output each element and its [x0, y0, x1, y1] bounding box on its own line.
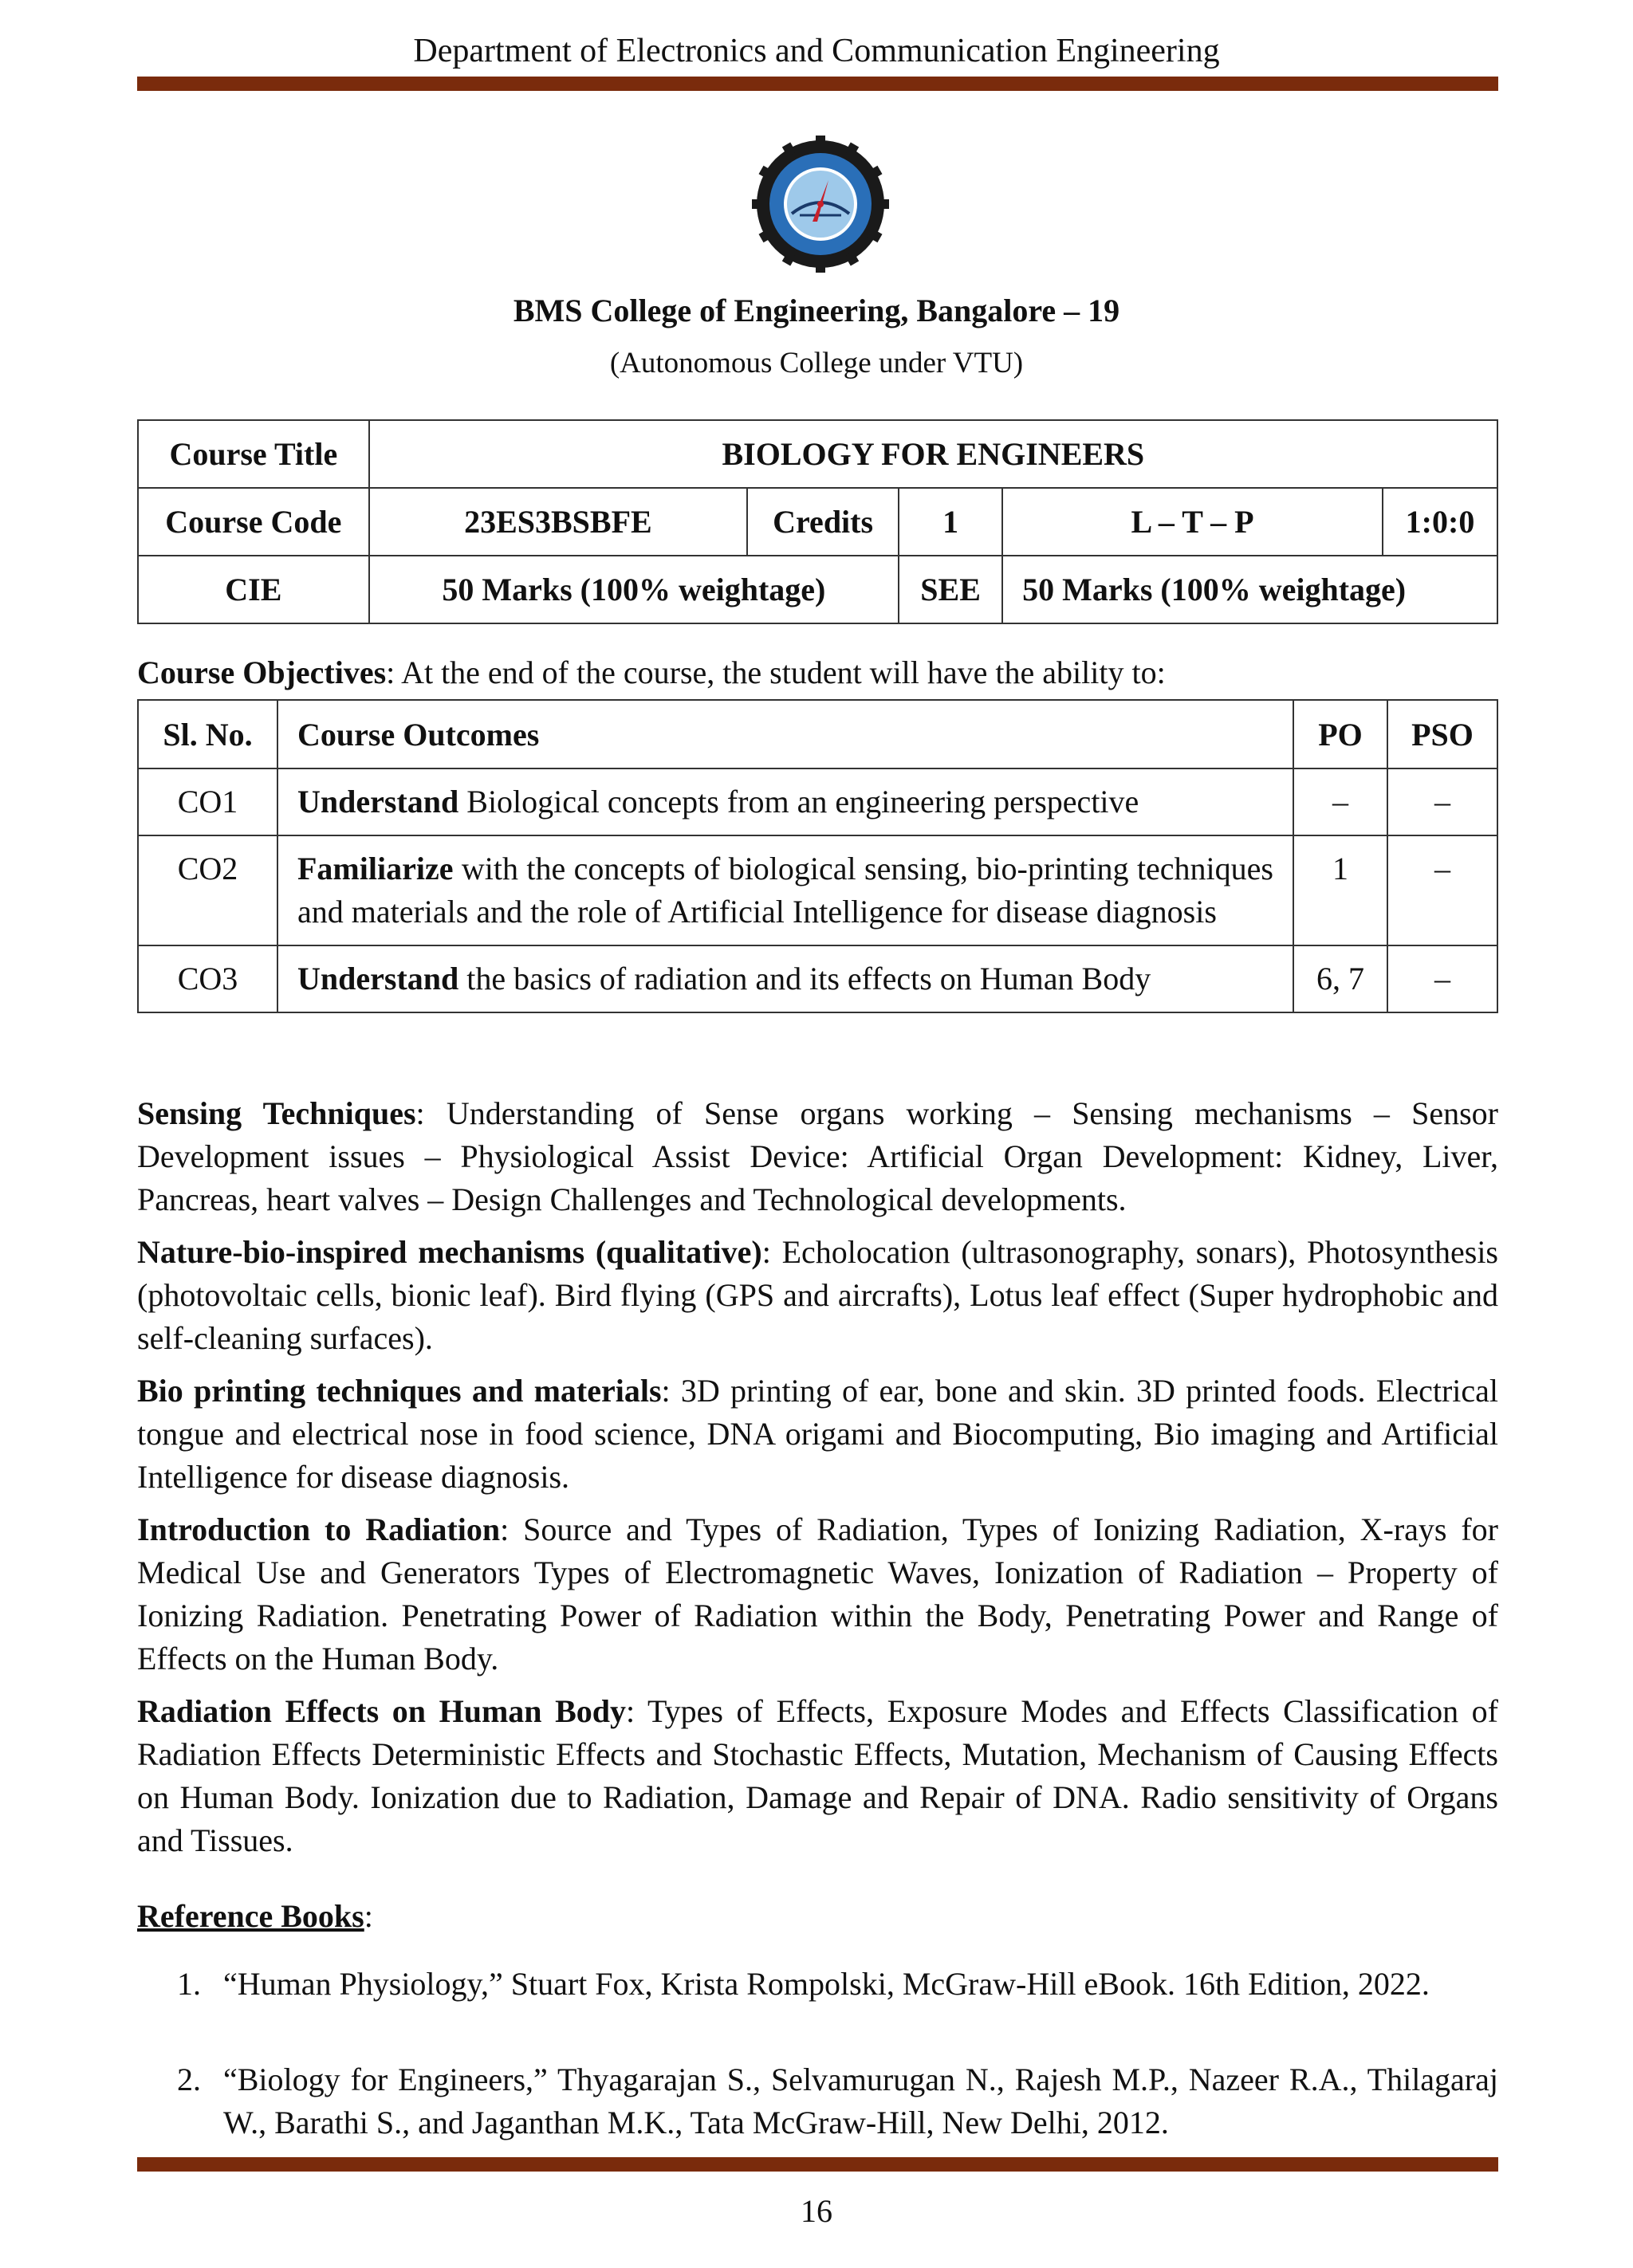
syllabus-radiation-effects [137, 1690, 1498, 1862]
outcomes-header-row [138, 700, 1497, 768]
outcome-po: 1 [1293, 835, 1387, 945]
see-label: SEE [899, 556, 1002, 623]
college-logo [752, 136, 889, 273]
credits-label: Credits [747, 488, 899, 556]
see-value: 50 Marks (100% weightage) [1002, 556, 1497, 623]
course-info-table [137, 419, 1498, 624]
section-text: : Types of Effects, Exposure Modes and Effects Classification of Radiation Effects Deterministic Effects and Stochastic Effects, Mutation, Mechanism of Causing Effects on Human Body. Ionization due to Radiation, Damage and Repair of DNA. Radio sensitivity of Organs and Tissues. [137, 1693, 1498, 1858]
reference-books-heading [137, 1897, 373, 1935]
course-code-label: Course Code [138, 488, 369, 556]
outcome-po: 6, 7 [1293, 945, 1387, 1012]
ltp-value: 1:0:0 [1383, 488, 1497, 556]
header-pso: PSO [1387, 700, 1497, 768]
section-text: : Echolocation (ultrasonography, sonars), Photosynthesis (photovoltaic cells, bionic leaf). Bird flying (GPS and aircrafts), Lotus leaf effect (Super hydrophobic and self-cleaning surfaces). [137, 1234, 1498, 1356]
course-title-row [138, 420, 1497, 488]
section-heading: Nature-bio-inspired mechanisms (qualitative) [137, 1234, 762, 1270]
header-rule [137, 77, 1498, 91]
outcome-description [277, 835, 1293, 945]
outcome-verb: Understand [297, 784, 459, 820]
objectives-text: : At the end of the course, the student will have the ability to: [386, 654, 1166, 690]
course-code-row [138, 488, 1497, 556]
section-text: : Source and Types of Radiation, Types of Ionizing Radiation, X-rays for Medical Use and Generators Types of Electromagnetic Waves, Ionization of Radiation – Property of Ionizing Radiation. Penetrating Power of Radiation within the Body, Penetrating Power and Range of Effects on the Human Body. [137, 1511, 1499, 1676]
header-sl-no: Sl. No. [138, 700, 277, 768]
reference-number: 2. [177, 2062, 201, 2097]
outcome-description [277, 945, 1293, 1012]
course-title-label: Course Title [138, 420, 369, 488]
outcome-verb: Understand [297, 961, 459, 996]
reference-books-colon: : [364, 1898, 373, 1934]
course-objectives [137, 654, 1166, 691]
outcome-po: – [1293, 768, 1387, 835]
syllabus-sensing-techniques [137, 1092, 1498, 1221]
table-row [138, 768, 1497, 835]
outcome-id: CO2 [138, 835, 277, 945]
college-name: BMS College of Engineering, Bangalore – 19 [513, 293, 1120, 328]
cie-value: 50 Marks (100% weightage) [369, 556, 899, 623]
credits-value: 1 [899, 488, 1002, 556]
syllabus-bio-printing [137, 1370, 1498, 1499]
syllabus-nature-bio-inspired [137, 1231, 1498, 1360]
outcome-text: with the concepts of biological sensing, bio-printing techniques and materials and the role of Artificial Intelligence for disease diagnosis [297, 851, 1273, 930]
page-number: 16 [801, 2193, 832, 2229]
list-item [177, 1963, 1498, 2006]
course-outcomes-table [137, 699, 1498, 1013]
ltp-label: L – T – P [1002, 488, 1383, 556]
outcome-pso: – [1387, 945, 1497, 1012]
college-subtitle: (Autonomous College under VTU) [609, 347, 1024, 379]
table-row [138, 945, 1497, 1012]
reference-number: 1. [177, 1966, 201, 2002]
outcome-pso: – [1387, 768, 1497, 835]
cie-label: CIE [138, 556, 369, 623]
assessment-row [138, 556, 1497, 623]
list-item [177, 2058, 1498, 2144]
outcome-text: the basics of radiation and its effects on Human Body [458, 961, 1151, 996]
outcome-id: CO1 [138, 768, 277, 835]
reference-text: “Human Physiology,” Stuart Fox, Krista Rompolski, McGraw-Hill eBook. 16th Edition, 2022. [223, 1966, 1430, 2002]
section-heading: Bio printing techniques and materials [137, 1373, 662, 1409]
header-po: PO [1293, 700, 1387, 768]
course-title-value: BIOLOGY FOR ENGINEERS [369, 420, 1497, 488]
outcome-text: Biological concepts from an engineering perspective [458, 784, 1139, 820]
objectives-label: Course Objectives [137, 654, 387, 690]
section-heading: Introduction to Radiation [137, 1511, 501, 1547]
department-header: Department of Electronics and Communication Engineering [413, 33, 1220, 69]
outcome-id: CO3 [138, 945, 277, 1012]
section-heading: Radiation Effects on Human Body [137, 1693, 627, 1729]
course-code-value: 23ES3BSBFE [369, 488, 747, 556]
outcome-description [277, 768, 1293, 835]
outcome-pso: – [1387, 835, 1497, 945]
section-text: : Understanding of Sense organs working – Sensing mechanisms – Sensor Development issues – Physiological Assist Device: Artificial Organ Development: Kidney, Liver, Pancreas, heart valves – Design Challenges and Technological developments. [137, 1095, 1498, 1217]
table-row [138, 835, 1497, 945]
outcome-verb: Familiarize [297, 851, 454, 886]
syllabus-introduction-radiation [137, 1508, 1498, 1680]
reference-text: “Biology for Engineers,” Thyagarajan S., Selvamurugan N., Rajesh M.P., Nazeer R.A., Thilagaraj W., Barathi S., and Jaganthan M.K., Tata McGraw-Hill, New Delhi, 2012. [223, 2062, 1498, 2140]
header-course-outcomes: Course Outcomes [277, 700, 1293, 768]
section-heading: Sensing Techniques [137, 1095, 416, 1131]
section-text: : 3D printing of ear, bone and skin. 3D printed foods. Electrical tongue and electrical nose in food science, DNA origami and Biocomputing, Bio imaging and Artificial Intelligence for disease diagnosis. [137, 1373, 1498, 1495]
footer-rule [137, 2157, 1498, 2172]
reference-books-label: Reference Books [137, 1898, 364, 1934]
